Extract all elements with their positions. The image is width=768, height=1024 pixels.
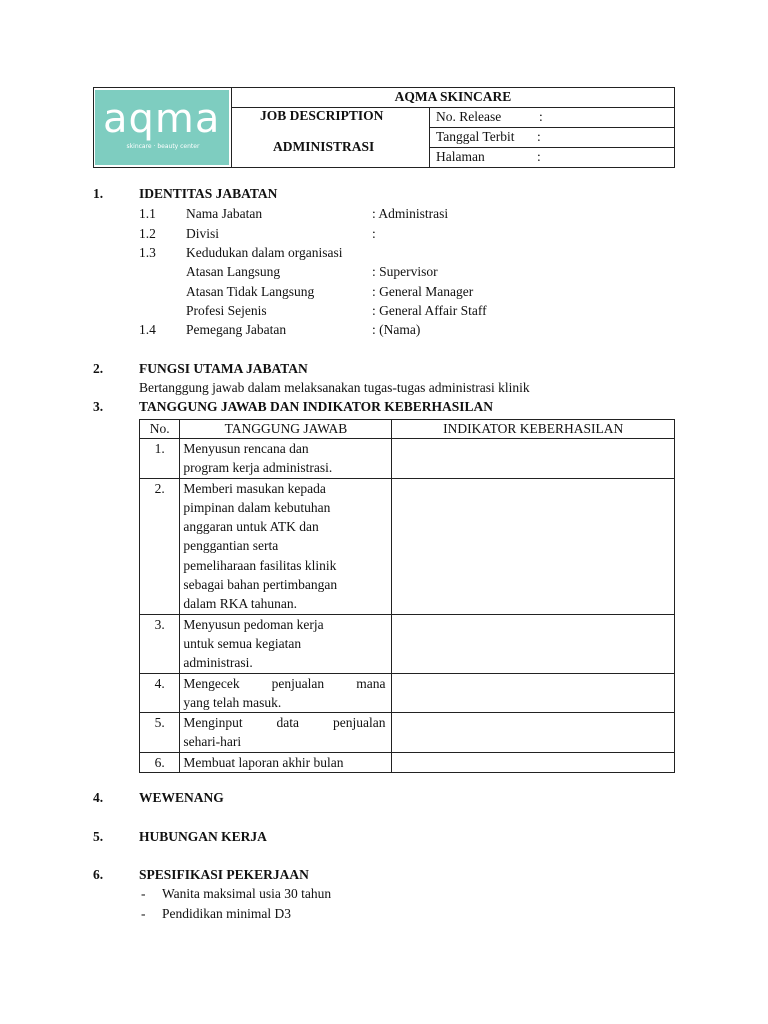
responsibility-cell [180, 752, 392, 772]
column-header-no: No. [140, 420, 180, 439]
page-label: Halaman [436, 149, 485, 164]
responsibility-line: Menyusun pedoman kerja [183, 616, 324, 632]
doc-type: JOB DESCRIPTION [260, 108, 384, 123]
identity-num: 1.3 [139, 245, 156, 260]
responsibility-line: pimpinan dalam kebutuhan [183, 499, 331, 515]
row-number: 2. [140, 478, 180, 614]
identity-label: Atasan Langsung [186, 264, 281, 279]
responsibility-line: Mengecek penjualan mana [183, 675, 386, 691]
responsibility-line: yang telah masuk. [183, 694, 282, 710]
list-item: Wanita maksimal usia 30 tahun [162, 886, 332, 901]
list-bullet: - [141, 886, 146, 901]
responsibility-line: Menginput data penjualan [183, 715, 386, 731]
responsibility-cell [180, 713, 392, 753]
release-label: No. Release [436, 109, 502, 124]
section-2-title: FUNGSI UTAMA JABATAN [139, 361, 308, 376]
identity-label: Kedudukan dalam organisasi [186, 245, 343, 260]
column-header-indikator: INDIKATOR KEBERHASILAN [392, 420, 675, 439]
responsibility-line: anggaran untuk ATK dan [183, 519, 319, 535]
indicator-cell [392, 752, 675, 772]
table-row [140, 439, 675, 479]
identity-num: 1.2 [139, 226, 156, 241]
identity-value: : [372, 226, 376, 241]
identity-num: 1.4 [139, 322, 156, 337]
responsibility-line: dalam RKA tahunan. [183, 596, 297, 612]
indicator-cell [392, 614, 675, 673]
section-6-number: 6. [93, 867, 104, 882]
identity-label: Pemegang Jabatan [186, 322, 287, 337]
responsibility-line: Membuat laporan akhir bulan [183, 754, 344, 770]
table-row [140, 673, 675, 713]
responsibility-line: penggantian serta [183, 538, 279, 554]
row-number: 1. [140, 439, 180, 479]
section-3-number: 3. [93, 399, 104, 414]
section-2-text: Bertanggung jawab dalam melaksanakan tugas-tugas administrasi klinik [139, 380, 530, 395]
section-5-title: HUBUNGAN KERJA [139, 829, 267, 844]
table-row [140, 614, 675, 673]
company-logo [95, 90, 229, 165]
section-3-title: TANGGUNG JAWAB DAN INDIKATOR KEBERHASILAN [139, 399, 494, 414]
row-number: 3. [140, 614, 180, 673]
table-row [140, 478, 675, 614]
responsibility-line: sebagai bahan pertimbangan [183, 577, 338, 593]
identity-value: : General Affair Staff [372, 303, 487, 318]
identity-label: Atasan Tidak Langsung [186, 284, 315, 299]
section-5-number: 5. [93, 829, 104, 844]
indicator-cell [392, 478, 675, 614]
row-number: 6. [140, 752, 180, 772]
identity-label: Profesi Sejenis [186, 303, 267, 318]
identity-value: : Administrasi [372, 206, 449, 221]
indicator-cell [392, 713, 675, 753]
identity-value: : (Nama) [372, 322, 421, 337]
indicator-cell [392, 439, 675, 479]
section-2-number: 2. [93, 361, 104, 376]
responsibility-table [139, 419, 675, 773]
responsibility-line: pemeliharaan fasilitas klinik [183, 557, 337, 573]
column-header-tanggung-jawab: TANGGUNG JAWAB [180, 420, 392, 439]
section-1-number: 1. [93, 186, 104, 201]
identity-value: : Supervisor [372, 264, 438, 279]
release-colon: : [539, 109, 543, 124]
responsibility-line: Menyusun rencana dan [183, 441, 309, 456]
identity-value: : General Manager [372, 284, 474, 299]
row-number: 4. [140, 673, 180, 713]
table-row [140, 752, 675, 772]
responsibility-line: Memberi masukan kepada [183, 480, 326, 496]
date-colon: : [537, 129, 541, 144]
date-label: Tanggal Terbit [436, 129, 515, 144]
logo-cell [94, 88, 232, 167]
row-number: 5. [140, 713, 180, 753]
company-name: AQMA SKINCARE [394, 89, 512, 104]
section-4-number: 4. [93, 790, 104, 805]
responsibility-line: untuk semua kegiatan [183, 635, 302, 651]
responsibility-line: sehari-hari [183, 734, 242, 750]
logo-wordmark: aqma [103, 96, 221, 142]
table-row [140, 713, 675, 753]
position-title: ADMINISTRASI [273, 139, 375, 154]
identity-label: Nama Jabatan [186, 206, 263, 221]
section-6-title: SPESIFIKASI PEKERJAAN [139, 867, 309, 882]
responsibility-cell [180, 673, 392, 713]
section-1-title: IDENTITAS JABATAN [139, 186, 278, 201]
section-4-title: WEWENANG [139, 790, 224, 805]
list-bullet: - [141, 906, 146, 921]
indicator-cell [392, 673, 675, 713]
responsibility-cell [180, 478, 392, 614]
identity-num: 1.1 [139, 206, 156, 221]
responsibility-line: program kerja administrasi. [183, 460, 333, 476]
responsibility-cell [180, 614, 392, 673]
identity-label: Divisi [186, 226, 220, 241]
logo-tagline: skincare · beauty center [126, 143, 200, 150]
list-item: Pendidikan minimal D3 [162, 906, 291, 921]
responsibility-line: administrasi. [183, 655, 253, 671]
page-colon: : [537, 149, 541, 164]
responsibility-cell [180, 439, 392, 479]
document-header-table [93, 87, 675, 168]
table-header-row [140, 420, 675, 439]
